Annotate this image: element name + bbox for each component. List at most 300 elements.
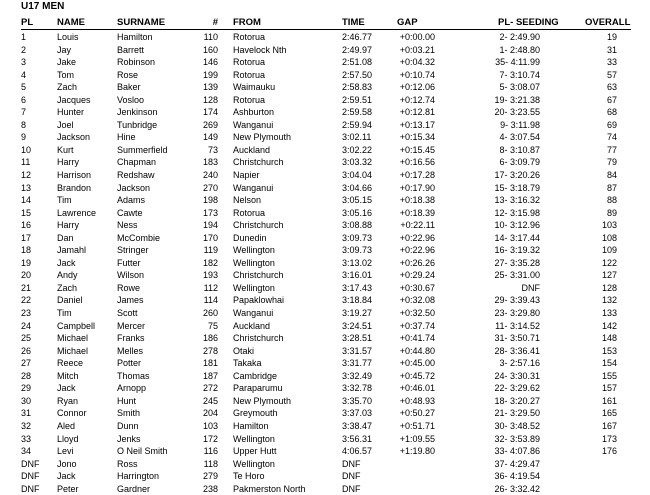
cell-pl: 22 <box>21 295 32 306</box>
cell-number: 112 <box>203 282 218 293</box>
cell-number: 110 <box>203 32 218 42</box>
cell-seeding: 33- 4:07.86 <box>494 446 540 457</box>
cell-gap: +0:22.96 <box>399 245 435 256</box>
cell-seeding: 17- 3:20.26 <box>494 170 540 181</box>
cell-number: 172 <box>202 433 218 444</box>
cell-seeding: 29- 3:39.43 <box>494 295 540 306</box>
cell-pl: 5 <box>21 82 27 93</box>
cell-number: 194 <box>202 220 218 231</box>
cell-from: Waimauku <box>233 82 276 93</box>
cell-surname: Hamilton <box>117 32 153 42</box>
table-row <box>0 458 650 471</box>
cell-gap: +0:29.24 <box>399 270 435 281</box>
cell-name: Jamahl <box>57 245 87 256</box>
table-row <box>0 207 650 220</box>
cell-number: 272 <box>202 383 218 394</box>
cell-surname: Vosloo <box>117 94 145 105</box>
cell-from: Greymouth <box>233 408 278 419</box>
cell-overall: 77 <box>606 144 617 155</box>
cell-surname: Dunn <box>117 420 139 431</box>
cell-from: Wellington <box>233 245 275 256</box>
cell-seeding: 7- 3:10.74 <box>499 69 540 80</box>
cell-gap: +0:03.21 <box>399 44 435 55</box>
cell-time: 3:05.16 <box>342 207 373 218</box>
cell-gap: +0:46.01 <box>399 383 435 394</box>
cell-from: Pakmerston North <box>233 483 306 494</box>
cell-time: 2:49.97 <box>342 44 373 55</box>
cell-time: 3:05.15 <box>342 195 373 206</box>
cell-name: Harrison <box>57 170 92 181</box>
cell-pl: 18 <box>21 245 32 256</box>
cell-from: Rotorua <box>233 69 266 80</box>
cell-overall: 74 <box>606 132 617 143</box>
cell-name: Zach <box>57 82 78 93</box>
cell-gap: +0:12.06 <box>399 82 435 93</box>
cell-number: 146 <box>202 57 218 68</box>
cell-seeding: 1- 2:48.80 <box>499 44 540 55</box>
cell-seeding: 24- 3:30.31 <box>494 370 540 381</box>
cell-number: 181 <box>202 358 218 369</box>
cell-number: 75 <box>207 320 218 331</box>
cell-seeding: 3- 2:57.16 <box>499 358 540 369</box>
cell-time: 3:35.70 <box>342 395 373 406</box>
cell-time: DNF <box>342 471 361 482</box>
cell-seeding: DNF <box>521 282 540 293</box>
cell-time: 3:03.32 <box>342 157 373 168</box>
cell-name: Hunter <box>57 107 85 118</box>
cell-gap: +0:00.00 <box>399 32 435 42</box>
cell-seeding: 8- 3:10.87 <box>499 144 540 155</box>
cell-gap: +0:32.50 <box>399 308 435 319</box>
cell-number: 204 <box>202 408 218 419</box>
cell-pl: 17 <box>21 232 32 243</box>
cell-pl: 7 <box>21 107 27 118</box>
cell-surname: Hunt <box>117 395 137 406</box>
cell-pl: 3 <box>21 57 27 68</box>
cell-gap: +0:45.00 <box>399 358 435 369</box>
cell-gap: +1:09.55 <box>399 433 435 444</box>
cell-surname: Harrington <box>117 471 160 482</box>
cell-surname: James <box>117 295 144 306</box>
cell-from: Christchurch <box>233 270 284 281</box>
cell-pl: 21 <box>21 282 32 293</box>
cell-gap: +0:15.45 <box>399 144 435 155</box>
cell-from: Wellington <box>233 257 275 268</box>
table-row <box>0 219 650 232</box>
cell-gap: +0:18.39 <box>399 207 435 218</box>
cell-name: Levi <box>57 446 74 457</box>
cell-time: 3:37.03 <box>342 408 373 419</box>
table-row <box>0 307 650 320</box>
cell-surname: Mercer <box>117 320 146 331</box>
cell-name: Jay <box>57 44 72 55</box>
cell-number: 260 <box>202 308 218 319</box>
header-divider <box>21 29 631 30</box>
cell-surname: Jenks <box>117 433 141 444</box>
cell-overall: 57 <box>606 69 617 80</box>
cell-gap: +0:22.11 <box>400 220 435 231</box>
cell-time: 3:08.88 <box>342 220 373 231</box>
cell-number: 182 <box>202 257 218 268</box>
cell-number: 173 <box>202 207 218 218</box>
cell-surname: Adams <box>117 195 146 206</box>
cell-time: 2:46.77 <box>342 32 373 42</box>
cell-name: Tom <box>57 69 75 80</box>
cell-pl: 31 <box>21 408 32 419</box>
cell-from: Wellington <box>233 282 275 293</box>
cell-seeding: 20- 3:23.55 <box>494 107 540 118</box>
table-row <box>0 345 650 358</box>
cell-name: Jono <box>57 458 77 469</box>
cell-number: 183 <box>202 157 218 168</box>
cell-name: Jack <box>57 257 76 268</box>
cell-name: Jake <box>57 57 77 68</box>
cell-pl: DNF <box>21 458 40 469</box>
cell-gap: +0:10.74 <box>399 69 435 80</box>
table-row <box>0 119 650 132</box>
cell-from: New Plymouth <box>233 132 292 143</box>
cell-surname: Cawte <box>117 207 143 218</box>
cell-from: Wellington <box>233 433 275 444</box>
cell-pl: 25 <box>21 333 32 344</box>
cell-overall: 31 <box>606 44 617 55</box>
table-row <box>0 445 650 458</box>
table-row <box>0 44 650 57</box>
cell-time: 3:09.73 <box>342 245 373 256</box>
cell-seeding: 28- 3:36.41 <box>494 345 540 356</box>
table-row <box>0 169 650 182</box>
cell-from: Rotorua <box>233 57 266 68</box>
cell-number: 118 <box>203 458 218 469</box>
cell-seeding: 5- 3:08.07 <box>499 82 540 93</box>
header-time: TIME <box>342 17 365 28</box>
cell-seeding: 12- 3:15.98 <box>494 207 540 218</box>
cell-name: Harry <box>57 220 79 231</box>
cell-seeding: 37- 4:29.47 <box>494 458 540 469</box>
cell-gap: +0:41.74 <box>399 333 435 344</box>
header-name: NAME <box>57 17 85 28</box>
cell-seeding: 9- 3:11.98 <box>500 119 540 130</box>
cell-surname: Scott <box>117 308 138 319</box>
cell-name: Andy <box>57 270 78 281</box>
cell-name: Michael <box>57 345 89 356</box>
cell-from: Napier <box>233 170 260 181</box>
cell-gap: +0:32.08 <box>399 295 435 306</box>
cell-pl: 13 <box>21 182 32 193</box>
cell-pl: DNF <box>21 483 40 494</box>
cell-surname: Melles <box>117 345 144 356</box>
cell-pl: 16 <box>21 220 32 231</box>
cell-pl: 14 <box>21 195 32 206</box>
cell-surname: Baker <box>117 82 141 93</box>
cell-surname: Tunbridge <box>117 119 158 130</box>
cell-overall: 153 <box>601 345 617 356</box>
cell-overall: 19 <box>606 32 617 42</box>
cell-overall: 108 <box>601 232 617 243</box>
cell-from: Te Horo <box>233 471 265 482</box>
cell-time: 3:28.51 <box>342 333 373 344</box>
cell-time: 3:32.78 <box>342 383 373 394</box>
table-row <box>0 433 650 446</box>
cell-from: Wanganui <box>233 119 274 130</box>
cell-time: 3:02.11 <box>342 132 372 143</box>
cell-from: Cambridge <box>233 370 278 381</box>
cell-seeding: 18- 3:20.27 <box>494 395 540 406</box>
cell-time: 3:04.04 <box>342 170 373 181</box>
cell-time: 3:19.27 <box>342 308 373 319</box>
cell-time: 3:24.51 <box>342 320 373 331</box>
cell-overall: 122 <box>601 257 617 268</box>
cell-seeding: 14- 3:17.44 <box>494 232 540 243</box>
cell-gap: +0:22.96 <box>399 232 435 243</box>
table-row <box>0 407 650 420</box>
cell-from: Christchurch <box>233 333 284 344</box>
table-row <box>0 56 650 69</box>
cell-surname: McCombie <box>117 232 161 243</box>
cell-gap: +0:37.74 <box>399 320 435 331</box>
cell-gap: +0:16.56 <box>399 157 435 168</box>
cell-overall: 69 <box>606 119 617 130</box>
cell-from: Havelock Nth <box>233 44 287 55</box>
cell-name: Harry <box>57 157 79 168</box>
table-row <box>0 69 650 82</box>
cell-overall: 128 <box>601 282 617 293</box>
cell-overall: 148 <box>601 333 617 344</box>
table-row <box>0 81 650 94</box>
cell-seeding: 13- 3:16.32 <box>494 195 540 206</box>
cell-gap: +0:51.71 <box>399 420 435 431</box>
cell-gap: +0:13.17 <box>399 119 435 130</box>
cell-surname: Hine <box>117 132 136 143</box>
cell-gap: +0:50.27 <box>399 408 435 419</box>
cell-time: 2:58.83 <box>342 82 373 93</box>
cell-name: Mitch <box>57 370 79 381</box>
table-row <box>0 320 650 333</box>
cell-name: Dan <box>57 232 74 243</box>
cell-time: DNF <box>342 483 361 494</box>
cell-gap: +0:17.90 <box>399 182 435 193</box>
table-row <box>0 144 650 157</box>
cell-seeding: 27- 3:35.28 <box>494 257 540 268</box>
cell-overall: 161 <box>601 395 617 406</box>
cell-gap: +0:12.81 <box>399 107 435 118</box>
cell-name: Jack <box>57 383 76 394</box>
cell-gap: +0:15.34 <box>399 132 435 143</box>
cell-number: 73 <box>207 144 218 155</box>
cell-pl: 20 <box>21 270 32 281</box>
cell-number: 119 <box>203 245 218 256</box>
cell-overall: 89 <box>606 207 617 218</box>
cell-from: Christchurch <box>233 157 284 168</box>
cell-from: Christchurch <box>233 220 284 231</box>
cell-number: 128 <box>202 94 218 105</box>
cell-time: 3:02.22 <box>342 144 373 155</box>
table-row <box>0 232 650 245</box>
cell-name: Connor <box>57 408 87 419</box>
table-row <box>0 194 650 207</box>
table-row <box>0 257 650 270</box>
cell-gap: +0:12.74 <box>399 94 435 105</box>
table-row <box>0 282 650 295</box>
cell-gap: +0:45.72 <box>399 370 435 381</box>
cell-from: Takaka <box>233 358 262 369</box>
cell-from: Otaki <box>233 345 255 356</box>
cell-gap: +0:04.32 <box>399 57 435 68</box>
cell-overall: 67 <box>606 94 617 105</box>
cell-time: 2:59.51 <box>342 94 373 105</box>
cell-time: 3:31.57 <box>342 345 373 356</box>
cell-from: Rotorua <box>233 207 266 218</box>
cell-surname: Ness <box>117 220 138 231</box>
cell-pl: 11 <box>21 157 31 168</box>
cell-overall: 157 <box>601 383 617 394</box>
cell-surname: Rose <box>117 69 139 80</box>
cell-overall: 127 <box>601 270 617 281</box>
cell-number: 187 <box>202 370 218 381</box>
cell-name: Michael <box>57 333 89 344</box>
cell-number: 269 <box>202 119 218 130</box>
cell-name: Daniel <box>57 295 83 306</box>
cell-name: Campbell <box>57 320 96 331</box>
cell-name: Brandon <box>57 182 92 193</box>
cell-pl: 6 <box>21 94 27 105</box>
cell-number: 103 <box>202 420 218 431</box>
cell-time: 3:09.73 <box>342 232 373 243</box>
cell-name: Tim <box>57 308 72 319</box>
cell-pl: 27 <box>21 358 32 369</box>
cell-name: Zach <box>57 282 78 293</box>
cell-gap: +1:19.80 <box>399 446 435 457</box>
table-row <box>0 94 650 107</box>
cell-surname: Jenkinson <box>117 107 158 118</box>
cell-number: 198 <box>202 195 218 206</box>
cell-surname: O Neil Smith <box>117 446 168 457</box>
cell-surname: Futter <box>117 257 141 268</box>
cell-surname: Chapman <box>117 157 157 168</box>
cell-seeding: 31- 3:50.71 <box>494 333 540 344</box>
cell-seeding: 25- 3:31.00 <box>494 270 540 281</box>
cell-pl: 30 <box>21 395 32 406</box>
header-overall: OVERALL <box>585 17 631 28</box>
cell-number: 114 <box>203 295 218 306</box>
cell-name: Louis <box>57 32 79 42</box>
cell-surname: Potter <box>117 358 142 369</box>
cell-overall: 68 <box>606 107 617 118</box>
cell-number: 240 <box>202 170 218 181</box>
table-row <box>0 156 650 169</box>
cell-surname: Barrett <box>117 44 145 55</box>
cell-from: Auckland <box>233 144 271 155</box>
cell-from: Nelson <box>233 195 262 206</box>
cell-time: 2:59.94 <box>342 119 373 130</box>
cell-number: 279 <box>202 471 218 482</box>
cell-surname: Wilson <box>117 270 145 281</box>
cell-number: 245 <box>202 395 218 406</box>
cell-number: 174 <box>202 107 218 118</box>
cell-time: 3:32.49 <box>342 370 373 381</box>
cell-name: Tim <box>57 195 72 206</box>
cell-overall: 63 <box>606 82 617 93</box>
header-seeding: PL- SEEDING <box>498 17 559 28</box>
cell-from: Papaklowhai <box>233 295 285 306</box>
page-title: U17 MEN <box>21 1 65 12</box>
cell-time: 2:51.08 <box>342 57 373 68</box>
cell-overall: 109 <box>601 245 617 256</box>
cell-from: Rotorua <box>233 94 266 105</box>
cell-name: Jackson <box>57 132 91 143</box>
cell-time: 3:13.02 <box>342 257 373 268</box>
cell-time: 3:04.66 <box>342 182 373 193</box>
cell-seeding: 23- 3:29.80 <box>494 308 540 319</box>
cell-seeding: 21- 3:29.50 <box>494 408 540 419</box>
cell-pl: 12 <box>21 170 32 181</box>
cell-number: 186 <box>202 333 218 344</box>
cell-gap: +0:18.38 <box>399 195 435 206</box>
cell-from: Hamilton <box>233 420 269 431</box>
cell-from: Wanganui <box>233 182 274 193</box>
table-row <box>0 420 650 433</box>
cell-pl: 8 <box>21 119 27 130</box>
table-row <box>0 182 650 195</box>
cell-surname: Smith <box>117 408 141 419</box>
cell-time: 2:59.58 <box>342 107 373 118</box>
cell-overall: 142 <box>601 320 617 331</box>
cell-time: 3:18.84 <box>342 295 373 306</box>
cell-seeding: 15- 3:18.79 <box>494 182 540 193</box>
cell-from: Upper Hutt <box>233 446 277 457</box>
cell-pl: 32 <box>21 420 32 431</box>
cell-seeding: 32- 3:53.89 <box>494 433 540 444</box>
cell-seeding: 6- 3:09.79 <box>499 157 540 168</box>
table-row <box>0 106 650 119</box>
cell-pl: 19 <box>21 257 32 268</box>
cell-name: Peter <box>57 483 79 494</box>
cell-name: Reece <box>57 358 84 369</box>
cell-from: Ashburton <box>233 107 275 118</box>
table-row <box>0 382 650 395</box>
cell-number: 116 <box>203 446 218 457</box>
cell-overall: 167 <box>601 420 617 431</box>
cell-gap: +0:17.28 <box>399 170 435 181</box>
header-pl: PL <box>21 17 34 28</box>
cell-number: 160 <box>202 44 218 55</box>
cell-surname: Rowe <box>117 282 141 293</box>
table-row <box>0 470 650 483</box>
cell-overall: 79 <box>606 157 617 168</box>
cell-seeding: 4- 3:07.54 <box>499 132 540 143</box>
cell-number: 193 <box>202 270 218 281</box>
cell-time: 4:06.57 <box>342 446 373 457</box>
cell-seeding: 16- 3:19.32 <box>494 245 540 256</box>
cell-time: 2:57.50 <box>342 69 373 80</box>
cell-from: Wanganui <box>233 308 274 319</box>
table-row <box>0 332 650 345</box>
cell-from: Auckland <box>233 320 271 331</box>
cell-pl: 24 <box>21 320 32 331</box>
cell-overall: 84 <box>606 170 617 181</box>
cell-time: 3:17.43 <box>342 282 373 293</box>
cell-number: 170 <box>202 232 218 243</box>
cell-pl: 2 <box>21 44 27 55</box>
table-row <box>0 269 650 282</box>
cell-from: Dunedin <box>233 232 267 243</box>
cell-pl: 33 <box>21 433 32 444</box>
cell-name: Joel <box>57 119 74 130</box>
cell-seeding: 19- 3:21.38 <box>494 94 540 105</box>
cell-overall: 88 <box>606 195 617 206</box>
cell-overall: 87 <box>606 182 617 193</box>
cell-name: Lawrence <box>57 207 97 218</box>
